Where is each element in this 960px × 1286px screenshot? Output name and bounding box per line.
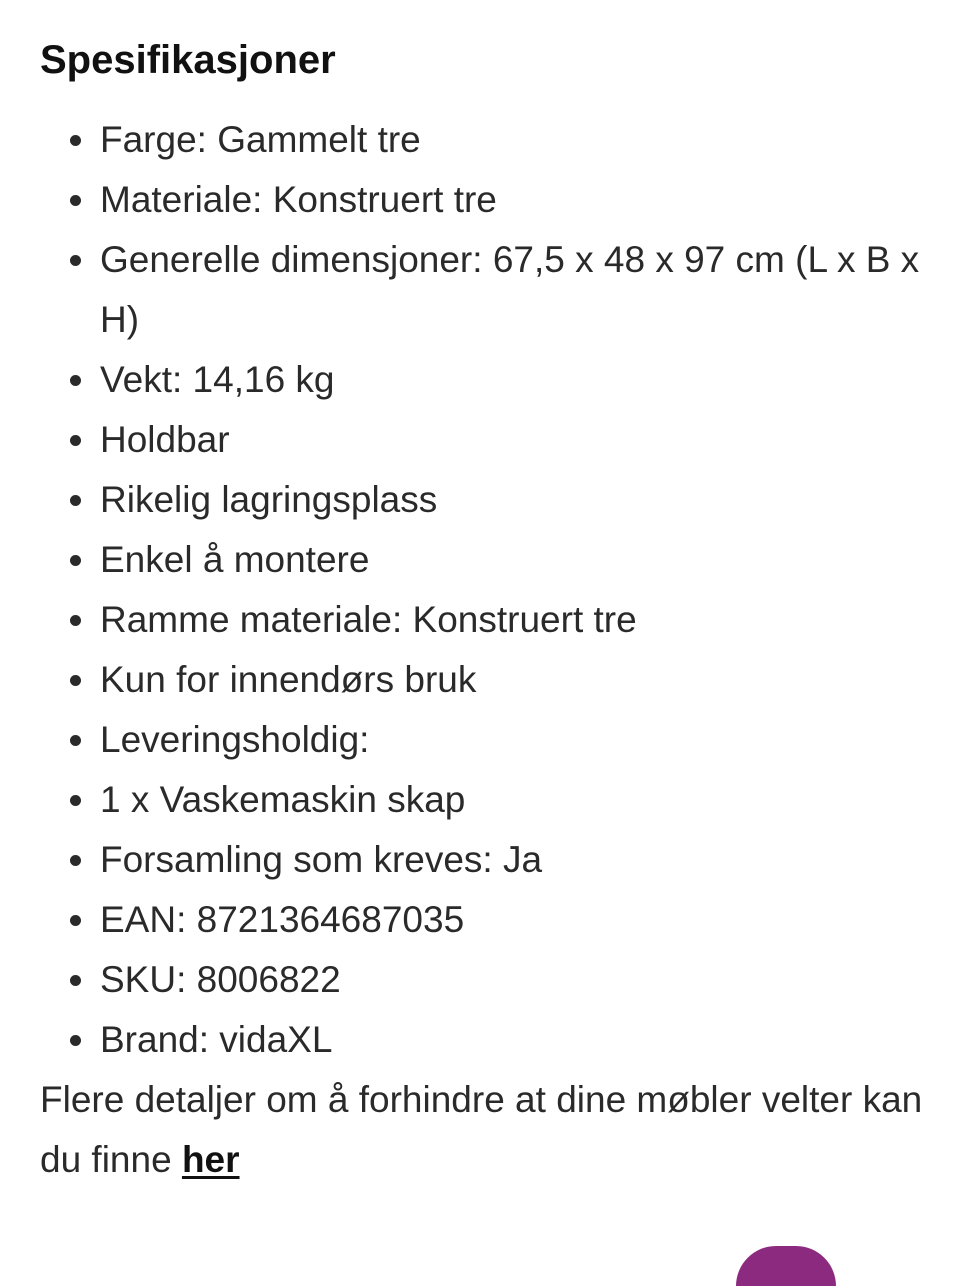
- spec-text: Forsamling som kreves: Ja: [100, 839, 543, 880]
- spec-item-weight: [40, 350, 930, 410]
- spec-text: Brand: vidaXL: [100, 1019, 333, 1060]
- spec-item-assembly-ease: [40, 530, 930, 590]
- spec-text: Holdbar: [100, 419, 230, 460]
- bullet-icon: [70, 435, 81, 446]
- bullet-icon: [70, 615, 81, 626]
- spec-item-brand: [40, 1010, 930, 1070]
- spec-text: Materiale: Konstruert tre: [100, 179, 497, 220]
- spec-item-sku: [40, 950, 930, 1010]
- bullet-icon: [70, 735, 81, 746]
- bullet-icon: [70, 195, 81, 206]
- spec-text: Rikelig lagringsplass: [100, 479, 438, 520]
- spec-item-frame-material: [40, 590, 930, 650]
- product-specifications-section: [40, 36, 930, 1190]
- spec-item-color: [40, 110, 930, 170]
- spec-item-cabinet: [40, 770, 930, 830]
- spec-text: EAN: 8721364687035: [100, 899, 465, 940]
- spec-text: 1 x Vaskemaskin skap: [100, 779, 466, 820]
- spec-text: Farge: Gammelt tre: [100, 119, 421, 160]
- bullet-icon: [70, 1035, 81, 1046]
- bullet-icon: [70, 555, 81, 566]
- specifications-heading: Spesifikasjoner: [40, 38, 336, 82]
- bullet-icon: [70, 855, 81, 866]
- bullet-icon: [70, 795, 81, 806]
- spec-item-material: [40, 170, 930, 230]
- bullet-icon: [70, 915, 81, 926]
- bullet-icon: [70, 495, 81, 506]
- bullet-icon: [70, 375, 81, 386]
- spec-item-assembly-required: [40, 830, 930, 890]
- spec-item-delivery-contents: [40, 710, 930, 770]
- spec-text: Leveringsholdig:: [100, 719, 370, 760]
- spec-item-dimensions: [40, 230, 930, 350]
- bullet-icon: [70, 135, 81, 146]
- tip-over-details-link[interactable]: her: [181, 1139, 240, 1180]
- spec-text: Generelle dimensjoner: 67,5 x 48 x 97 cm (L x B x H): [100, 239, 920, 340]
- spec-item-durable: [40, 410, 930, 470]
- bullet-icon: [70, 255, 81, 266]
- bullet-icon: [70, 975, 81, 986]
- spec-text: Enkel å montere: [100, 539, 370, 580]
- spec-item-ean: [40, 890, 930, 950]
- tip-over-details-label: Flere detaljer om å forhindre at dine møbler velter kan du finne: [40, 1079, 923, 1180]
- spec-text: Ramme materiale: Konstruert tre: [100, 599, 637, 640]
- spec-text: Kun for innendørs bruk: [100, 659, 477, 700]
- spec-text: SKU: 8006822: [100, 959, 341, 1000]
- specifications-list: [40, 110, 930, 1070]
- spec-item-indoor-use: [40, 650, 930, 710]
- floating-action-button[interactable]: [736, 1246, 836, 1286]
- bullet-icon: [70, 675, 81, 686]
- spec-item-storage: [40, 470, 930, 530]
- spec-text: Vekt: 14,16 kg: [100, 359, 335, 400]
- tip-over-details-text: [40, 1070, 930, 1190]
